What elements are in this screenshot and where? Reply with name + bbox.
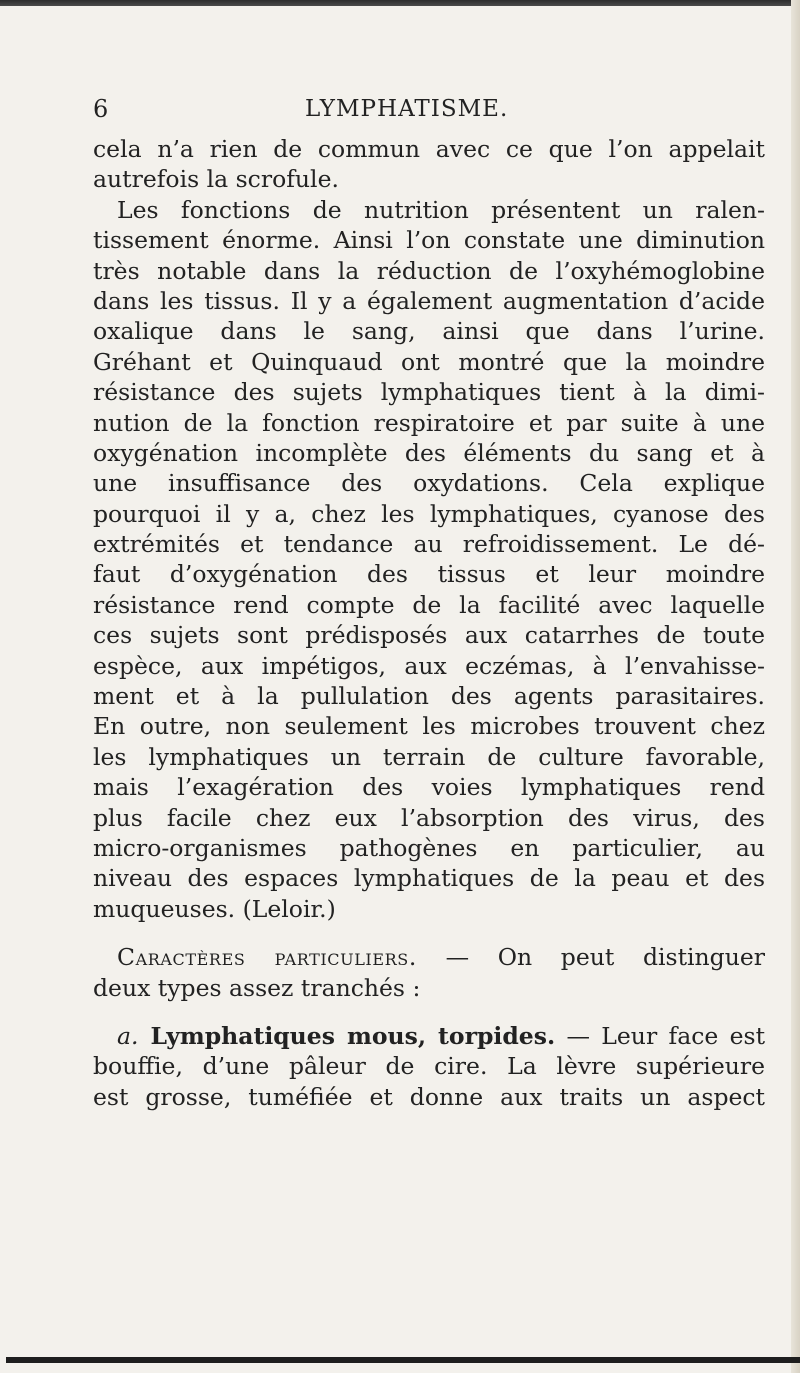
- text-line: Gréhant et Quinquaud ont montré que la moindre: [93, 347, 765, 376]
- text-line: mais l’exagération des voies lymphatiques rend: [93, 773, 765, 802]
- text-line: autrefois la scrofule.: [93, 165, 339, 194]
- paragraph-spacer: [93, 1003, 765, 1021]
- bottom-border-rule: [6, 1357, 800, 1363]
- text-line: est grosse, tuméfiée et donne aux traits un aspect: [93, 1082, 765, 1111]
- text-line: En outre, non seulement les microbes trouvent chez: [93, 712, 765, 741]
- paragraph-intro: [93, 134, 765, 195]
- text-line: plus facile chez eux l’absorption des virus, des: [93, 803, 765, 832]
- top-border-rule: [0, 0, 800, 6]
- paragraph-nutrition: [93, 195, 765, 924]
- paragraph-spacer: [93, 924, 765, 942]
- text-line: dans les tissus. Il y a également augmentation d’acide: [93, 286, 765, 315]
- text-line: espèce, aux impétigos, aux eczémas, à l’envahisse-: [93, 651, 765, 680]
- section-heading: Caractères particuliers.: [117, 943, 417, 972]
- text-line: très notable dans la réduction de l’oxyhémoglobine: [93, 256, 765, 285]
- text-line: Les fonctions de nutrition présentent un ralen-: [117, 195, 765, 224]
- text-line: pourquoi il y a, chez les lymphatiques, cyanose des: [93, 499, 765, 528]
- page-number: 6: [93, 95, 109, 123]
- text-line: ces sujets sont prédisposés aux catarrhes de toute: [93, 621, 765, 650]
- text-line: niveau des espaces lymphatiques de la peau et des: [93, 864, 765, 893]
- text-line: résistance rend compte de la facilité avec laquelle: [93, 590, 765, 619]
- subsection-title: Lymphatiques mous, torpides.: [138, 1021, 556, 1050]
- text-line: bouffie, d’une pâleur de cire. La lèvre supérieure: [93, 1052, 765, 1081]
- page-header: [0, 95, 800, 123]
- subsection-heading-line: [93, 1021, 765, 1051]
- text-line: deux types assez tranchés :: [93, 973, 421, 1002]
- body-text: [93, 134, 765, 1112]
- subsection-a: [93, 1021, 765, 1112]
- text-line: faut d’oxygénation des tissus et leur moindre: [93, 560, 765, 589]
- text-line: tissement énorme. Ainsi l’on constate une diminution: [93, 226, 765, 255]
- subsection-text: — Leur face est: [555, 1021, 766, 1050]
- text-line: muqueuses. (Leloir.): [93, 894, 336, 923]
- text-line: ment et à la pullulation des agents parasitaires.: [93, 682, 765, 711]
- page-edge-shadow: [791, 0, 800, 1373]
- section-heading-text: — On peut distinguer: [416, 943, 766, 972]
- section-characteristics: [93, 942, 765, 1003]
- text-line: extrémités et tendance au refroidissement. Le dé-: [93, 530, 765, 559]
- text-line: cela n’a rien de commun avec ce que l’on appelait: [93, 135, 765, 163]
- subsection-marker: a.: [117, 1021, 139, 1050]
- running-head: LYMPHATISME.: [305, 96, 509, 122]
- text-line: résistance des sujets lymphatiques tient à la dimi-: [93, 378, 765, 407]
- text-line: nution de la fonction respiratoire et par suite à une: [93, 408, 765, 437]
- text-line: les lymphatiques un terrain de culture favorable,: [93, 742, 765, 771]
- text-line: micro-organismes pathogènes en particulier, au: [93, 833, 765, 862]
- section-heading-line: [93, 942, 765, 972]
- text-line: oxalique dans le sang, ainsi que dans l’urine.: [93, 317, 765, 346]
- text-line: oxygénation incomplète des éléments du sang et à: [93, 438, 765, 467]
- text-line: une insuffisance des oxydations. Cela explique: [93, 469, 765, 498]
